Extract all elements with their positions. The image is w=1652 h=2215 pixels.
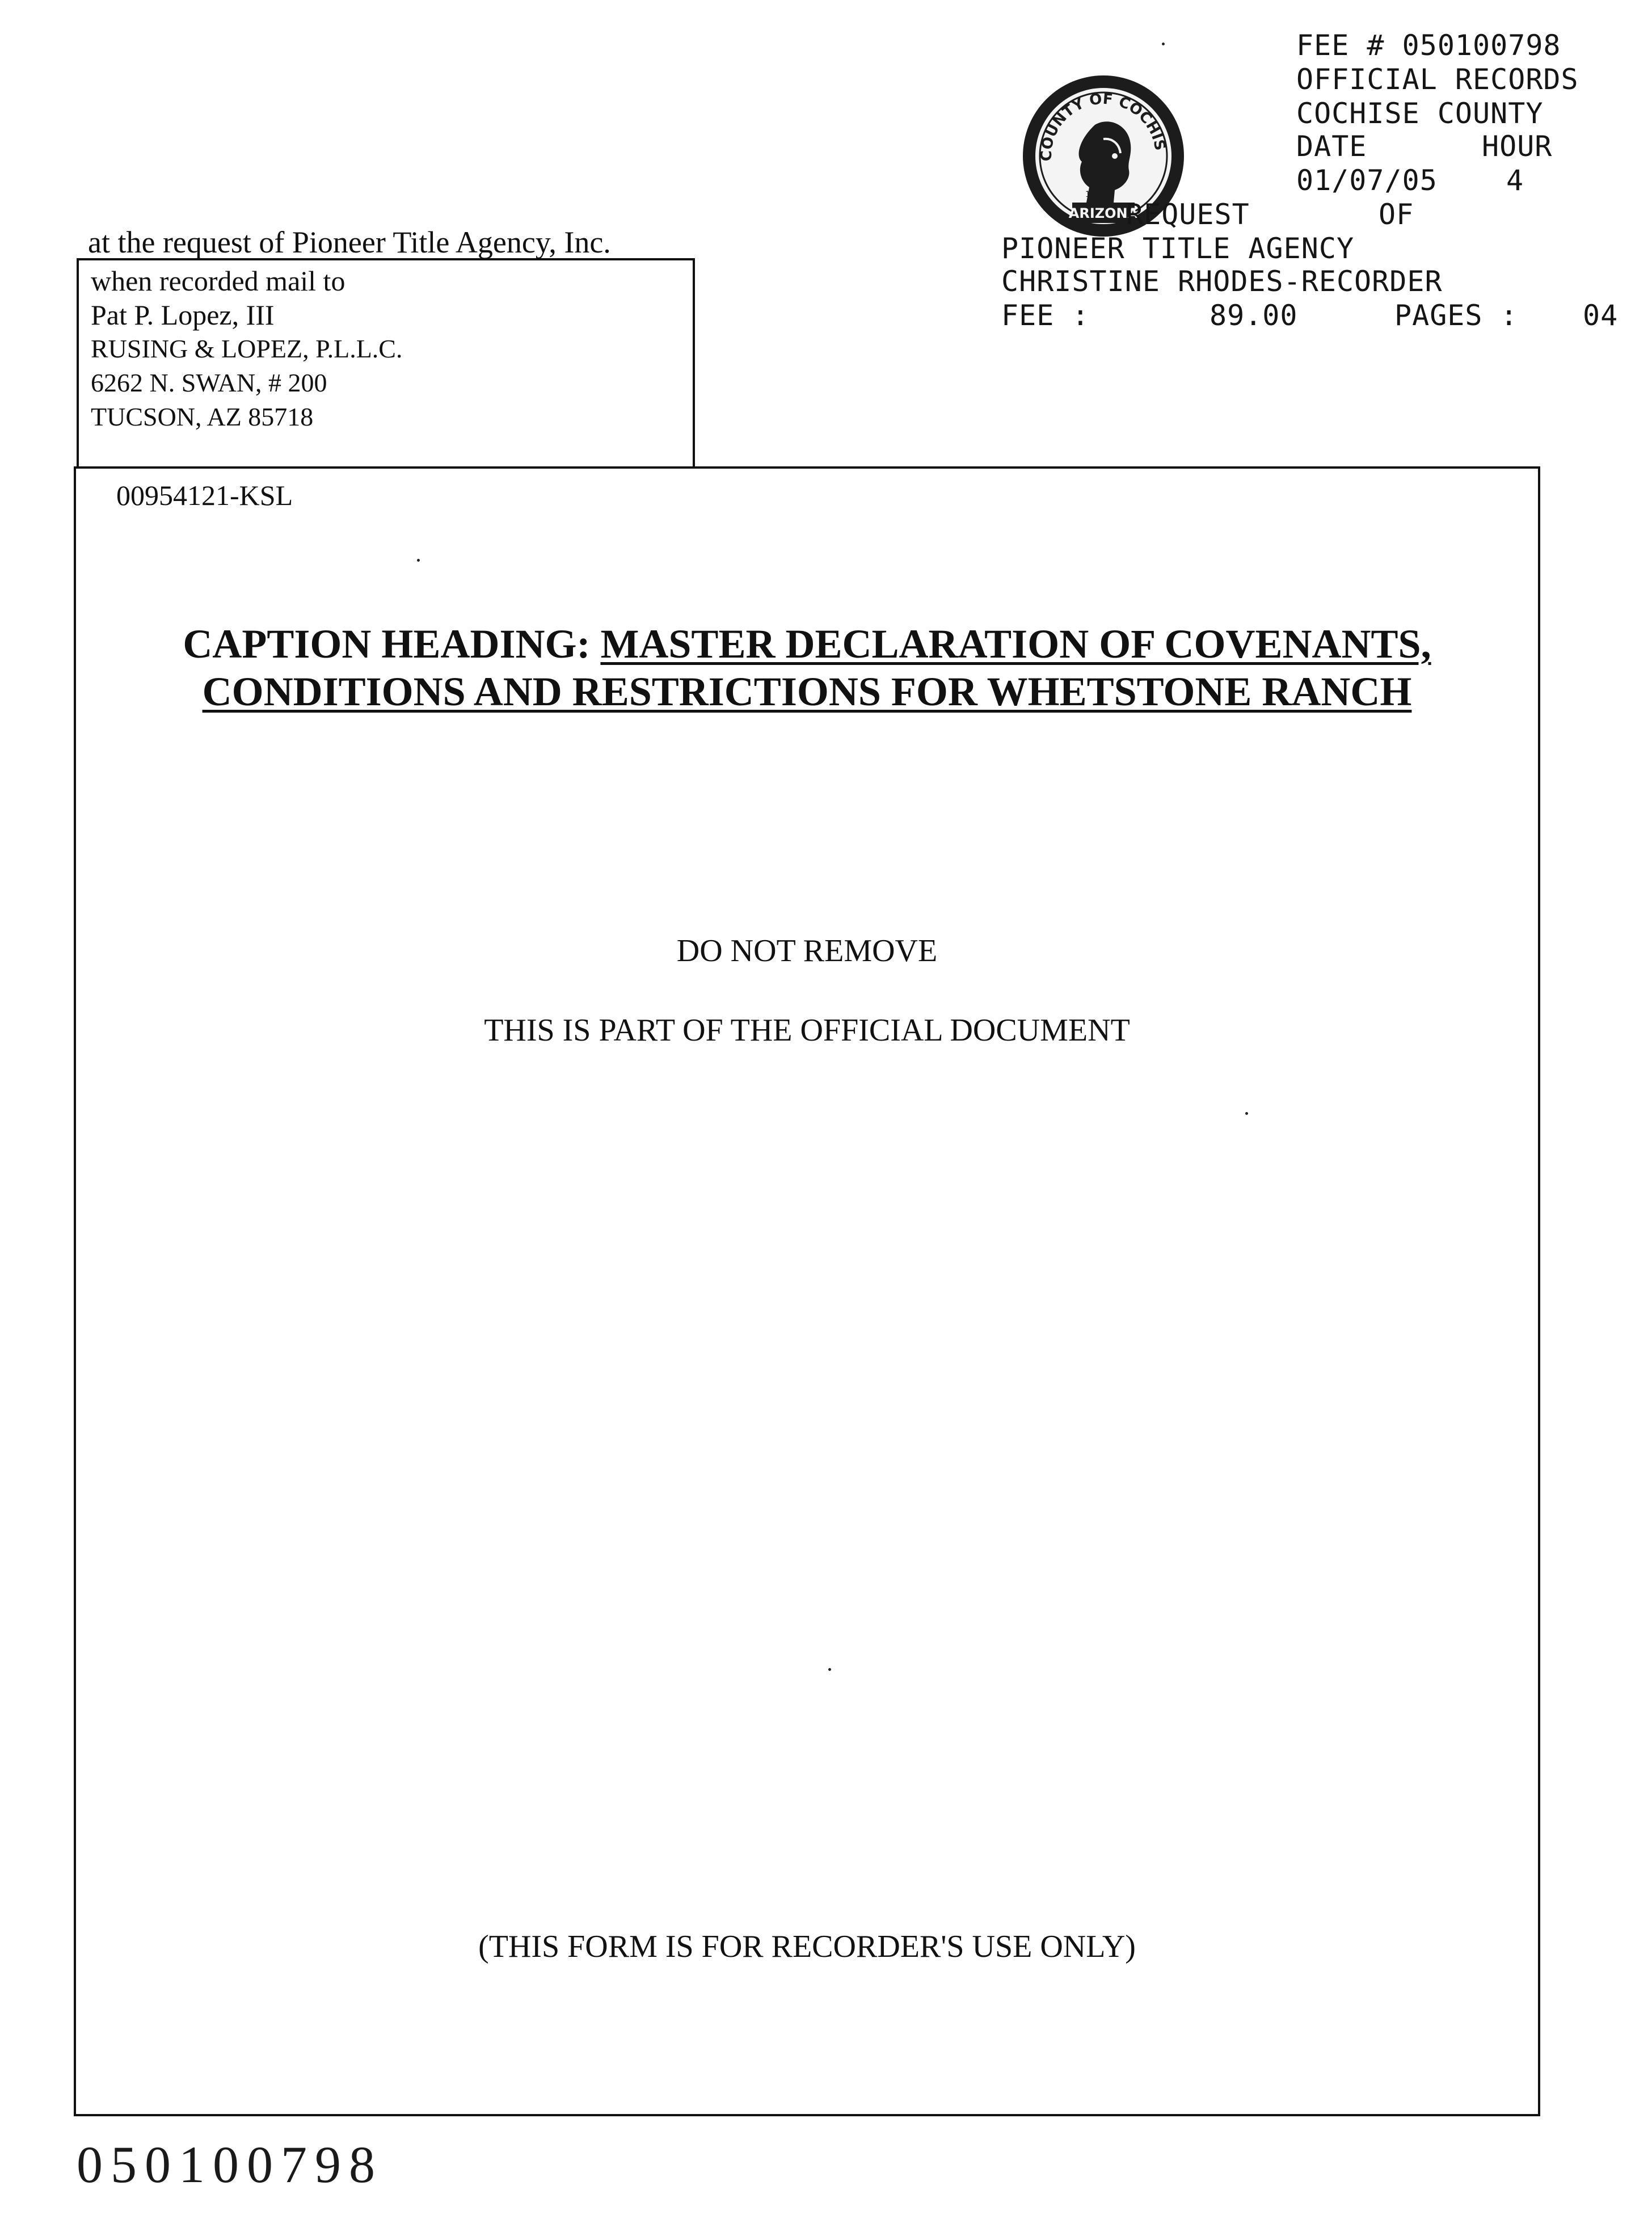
mail-to-firm: RUSING & LOPEZ, P.L.L.C. <box>91 334 403 363</box>
do-not-remove-notice: DO NOT REMOVE <box>676 933 938 968</box>
stamp-recorder: CHRISTINE RHODES-RECORDER <box>1001 265 1443 298</box>
caption-label: CAPTION HEADING: <box>183 621 591 667</box>
caption-title-line1: MASTER DECLARATION OF COVENANTS, <box>600 621 1431 667</box>
stamp-of-label: OF <box>1379 198 1414 231</box>
mail-to-name: Pat P. Lopez, III <box>91 299 275 331</box>
mail-to-label: when recorded mail to <box>91 265 345 297</box>
stamp-date-value: 01/07/05 <box>1296 164 1438 197</box>
document-number: 050100798 <box>77 2136 383 2193</box>
stamp-hour-value: 4 <box>1506 164 1524 197</box>
stamp-fee-label: FEE : <box>1001 299 1090 332</box>
stamp-county: COCHISE COUNTY <box>1296 97 1544 130</box>
stamp-pages-value: 04 <box>1583 299 1619 332</box>
order-number: 00954121-KSL <box>116 479 293 511</box>
mail-to-street: 6262 N. SWAN, # 200 <box>91 368 327 397</box>
mail-to-city: TUCSON, AZ 85718 <box>91 402 314 431</box>
stamp-requester: PIONEER TITLE AGENCY <box>1001 232 1355 265</box>
stamp-fee-value: 89.00 <box>1210 299 1298 332</box>
seal-bottom-text: ARIZONA <box>1068 205 1139 221</box>
scan-speck <box>1162 43 1165 45</box>
request-of-line: at the request of Pioneer Title Agency, Inc. <box>88 225 611 259</box>
stamp-hour-label: HOUR <box>1482 130 1553 163</box>
seal-top-text: COUNTY OF COCHIS <box>1038 90 1169 162</box>
stamp-official-records: OFFICIAL RECORDS <box>1296 63 1579 96</box>
caption-heading <box>74 620 1540 715</box>
stamp-request-label: REQUEST <box>1126 198 1250 231</box>
caption-title-line2: CONDITIONS AND RESTRICTIONS FOR WHETSTONE RANCH <box>202 669 1412 714</box>
stamp-date-label: DATE <box>1296 130 1367 163</box>
stamp-fee-number: FEE # 050100798 <box>1296 29 1561 62</box>
recorder-use-note: (THIS FORM IS FOR RECORDER'S USE ONLY) <box>478 1929 1136 1964</box>
stamp-pages-label: PAGES : <box>1394 299 1518 332</box>
seal-year: 1881 <box>1085 190 1106 199</box>
mail-to-block <box>91 264 402 434</box>
official-document-notice: THIS IS PART OF THE OFFICIAL DOCUMENT <box>484 1013 1130 1048</box>
